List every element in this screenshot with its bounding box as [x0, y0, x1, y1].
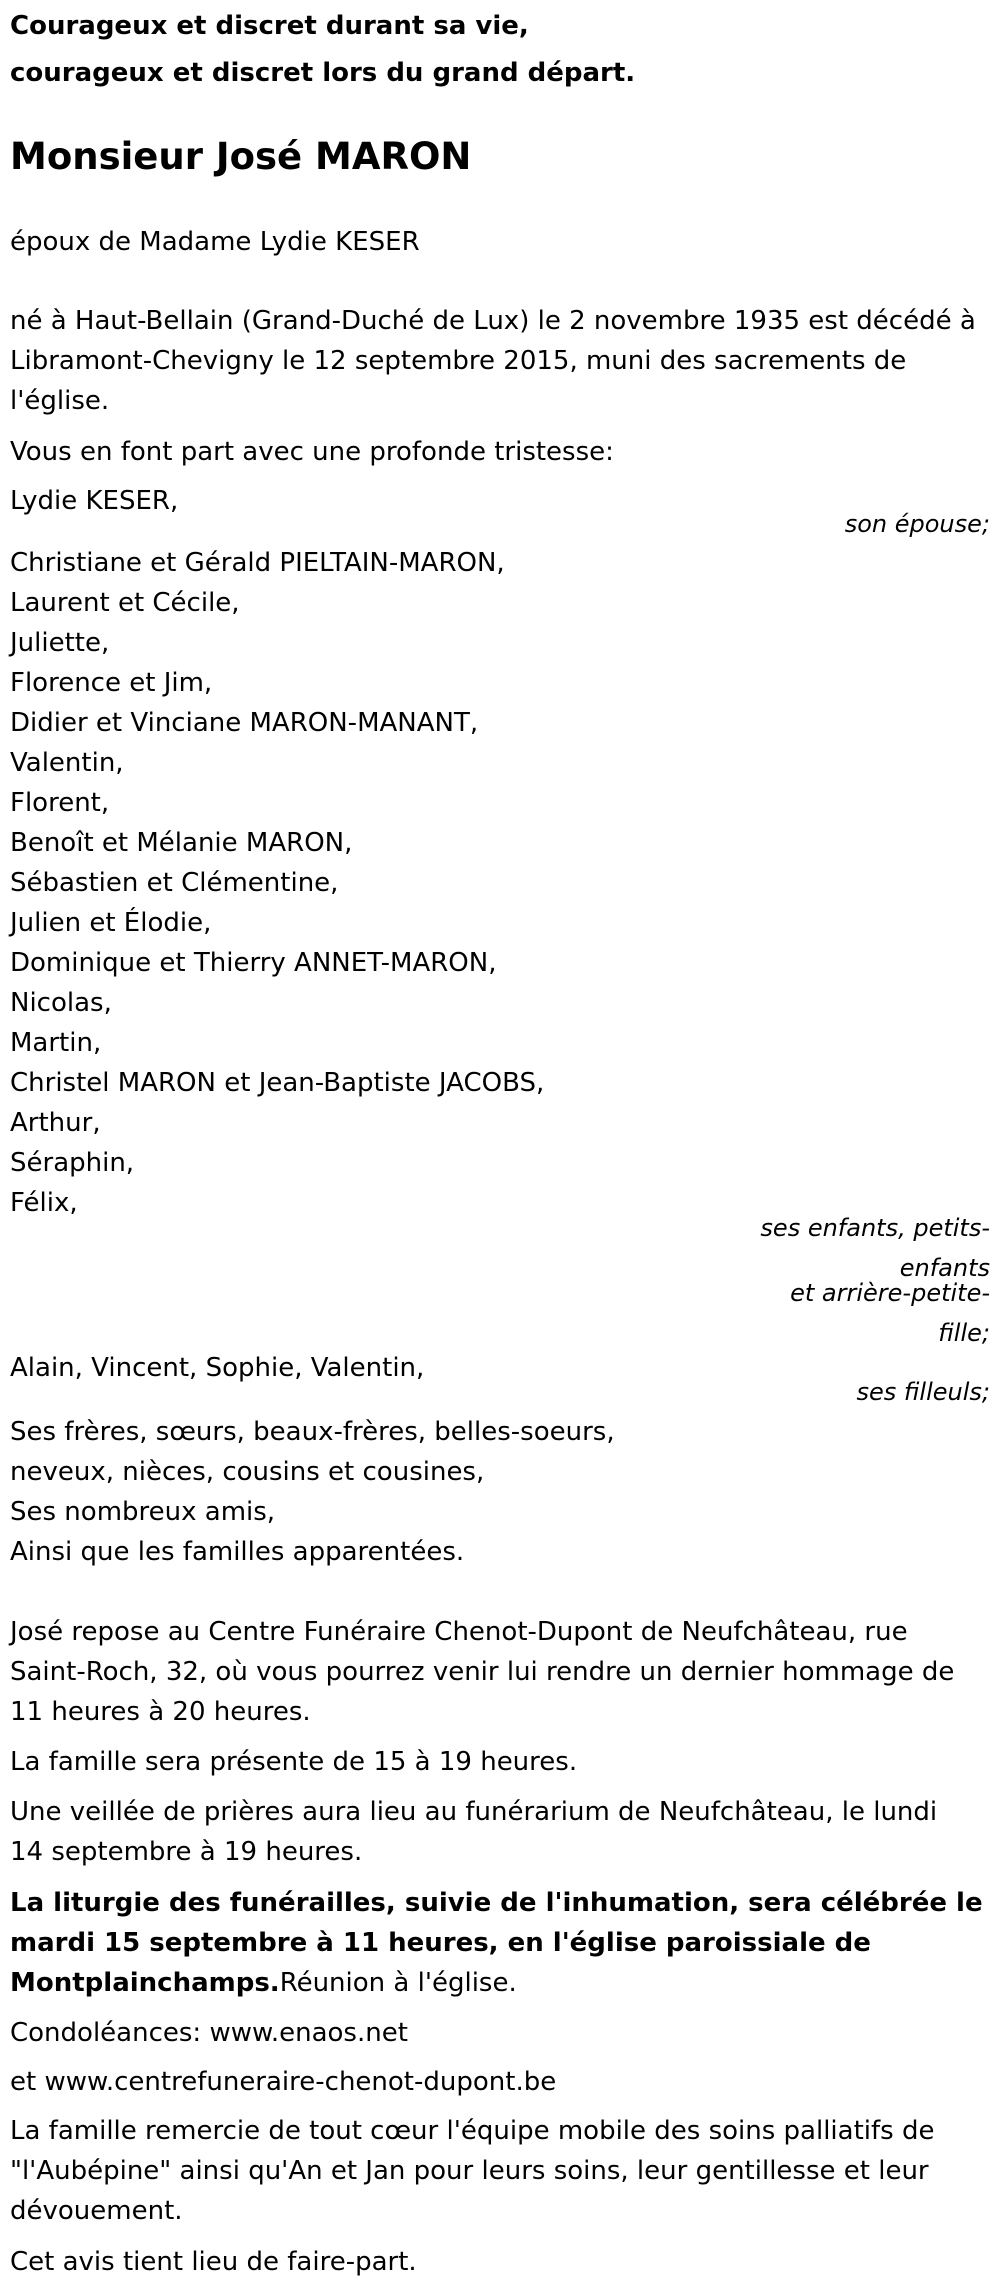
list-item: Christel MARON et Jean-Baptiste JACOBS, — [10, 1068, 545, 1098]
spouse-line: époux de Madame Lydie KESER — [10, 227, 420, 257]
family-line-4: Ainsi que les familles apparentées. — [10, 1537, 465, 1567]
children-role-line-1: ses enfants, petits- — [760, 1214, 990, 1242]
condolences-line-1: Condoléances: www.enaos.net — [10, 2018, 408, 2048]
closing-line: Cet avis tient lieu de faire-part. — [10, 2247, 417, 2277]
thanks-line-3: dévouement. — [10, 2196, 183, 2226]
list-item: Félix, — [10, 1188, 78, 1218]
deceased-name-title: Monsieur José MARON — [10, 135, 472, 178]
vigil-line-1: Une veillée de prières aura lieu au funérarium de Neufchâteau, le lundi — [10, 1797, 938, 1827]
list-item: Benoît et Mélanie MARON, — [10, 828, 353, 858]
liturgy-place: Montplainchamps. — [10, 1968, 280, 1998]
repose-line-3: 11 heures à 20 heures. — [10, 1697, 311, 1727]
birth-death-line-1: né à Haut-Bellain (Grand-Duché de Lux) le 2 novembre 1935 est décédé à — [10, 306, 976, 336]
children-role-line-3: et arrière-petite- — [790, 1279, 990, 1307]
list-item: Didier et Vinciane MARON-MANANT, — [10, 708, 479, 738]
family-line-3: Ses nombreux amis, — [10, 1497, 276, 1527]
thanks-line-1: La famille remercie de tout cœur l'équipe mobile des soins palliatifs de — [10, 2116, 935, 2146]
list-item: Séraphin, — [10, 1148, 135, 1178]
family-line-2: neveux, nièces, cousins et cousines, — [10, 1457, 485, 1487]
list-item: Julien et Élodie, — [10, 908, 212, 938]
repose-line-2: Saint-Roch, 32, où vous pourrez venir lui rendre un dernier hommage de — [10, 1657, 955, 1687]
list-item: Juliette, — [10, 628, 110, 658]
wife-name: Lydie KESER, — [10, 486, 179, 516]
list-item: Florent, — [10, 788, 110, 818]
godchildren-names: Alain, Vincent, Sophie, Valentin, — [10, 1353, 425, 1383]
list-item: Arthur, — [10, 1108, 101, 1138]
thanks-line-2: "l'Aubépine" ainsi qu'An et Jan pour leurs soins, leur gentillesse et leur — [10, 2156, 929, 2186]
intro-line-1: Courageux et discret durant sa vie, — [10, 11, 529, 41]
godchildren-role: ses filleuls; — [856, 1378, 990, 1406]
family-line-1: Ses frères, sœurs, beaux-frères, belles-soeurs, — [10, 1417, 615, 1447]
liturgy-gathering: Réunion à l'église. — [279, 1968, 517, 1998]
list-item: Laurent et Cécile, — [10, 588, 240, 618]
repose-line-1: José repose au Centre Funéraire Chenot-Dupont de Neufchâteau, rue — [10, 1617, 908, 1647]
condolences-line-2: et www.centrefuneraire-chenot-dupont.be — [10, 2067, 557, 2097]
intro-line-2: courageux et discret lors du grand départ. — [10, 58, 636, 88]
list-item: Florence et Jim, — [10, 668, 213, 698]
list-item: Sébastien et Clémentine, — [10, 868, 339, 898]
children-role-line-4: fille; — [938, 1319, 990, 1347]
announcement-line: Vous en font part avec une profonde tristesse: — [10, 437, 614, 467]
wife-role: son épouse; — [844, 510, 990, 538]
birth-death-line-3: l'église. — [10, 386, 110, 416]
birth-death-line-2: Libramont-Chevigny le 12 septembre 2015, muni des sacrements de — [10, 346, 907, 376]
family-presence: La famille sera présente de 15 à 19 heures. — [10, 1747, 578, 1777]
liturgy-line-1: La liturgie des funérailles, suivie de l'inhumation, sera célébrée le — [10, 1888, 983, 1918]
list-item: Dominique et Thierry ANNET-MARON, — [10, 948, 497, 978]
liturgy-line-3 — [10, 1963, 517, 2003]
vigil-line-2: 14 septembre à 19 heures. — [10, 1837, 363, 1867]
list-item: Nicolas, — [10, 988, 112, 1018]
children-role-line-2: enfants — [899, 1254, 990, 1282]
list-item: Christiane et Gérald PIELTAIN-MARON, — [10, 548, 505, 578]
list-item: Martin, — [10, 1028, 102, 1058]
list-item: Valentin, — [10, 748, 124, 778]
liturgy-line-2: mardi 15 septembre à 11 heures, en l'église paroissiale de — [10, 1928, 871, 1958]
